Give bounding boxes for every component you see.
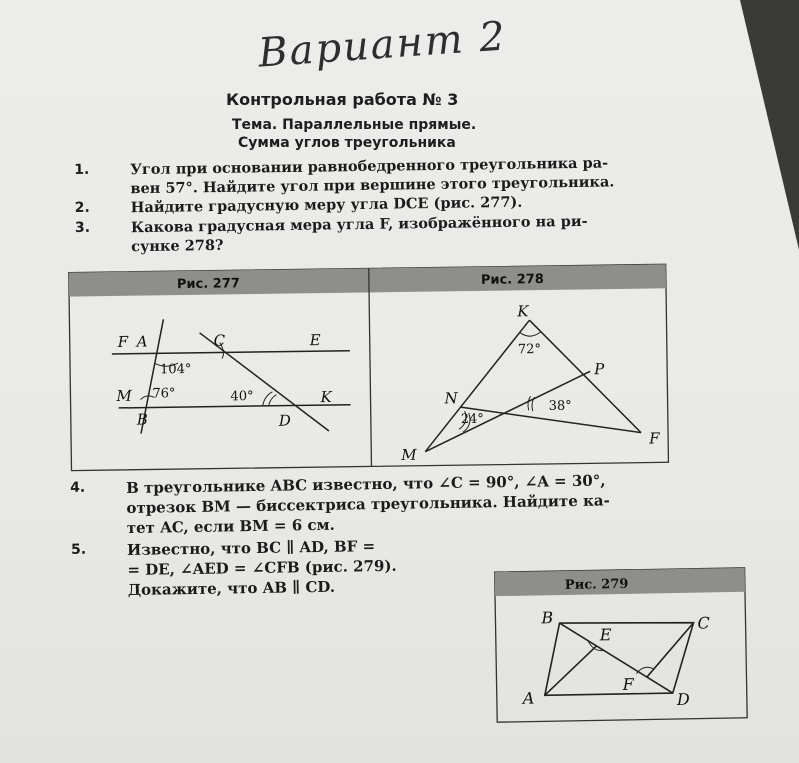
problem-1-line-2: вен 57°. Найдите угол при вершине этого треугольника. (130, 173, 615, 198)
problem-4-line-2: отрезок BM — биссектриса треугольника. Найдите ка- (126, 491, 610, 518)
problem-1-number: 1. (74, 161, 90, 178)
problem-5-line-3: Докажите, что AB ∥ CD. (127, 577, 336, 600)
fig277-label-A: A (136, 332, 148, 351)
fig279-segment-CF (646, 623, 695, 678)
problem-3-number: 3. (74, 219, 91, 236)
fig277-label-D: D (278, 411, 291, 430)
fig277-label-E: E (309, 331, 321, 350)
fig278-label-K: K (517, 302, 529, 321)
problem-2-line-1: Найдите градусную меру угла DCE (рис. 277). (130, 193, 523, 217)
fig277-angle-104: 104° (160, 361, 192, 378)
fig279-label-A: A (522, 688, 535, 708)
fig279-segment-AE (544, 646, 597, 695)
fig277-label-M: M (116, 386, 132, 405)
fig279-diagonal-BD (560, 621, 673, 695)
problem-4-number: 4. (69, 479, 86, 496)
problem-5-number: 5. (70, 541, 87, 558)
problem-4-line-1: В треугольнике ABC известно, что ∠C = 90°, ∠A = 30°, (125, 471, 606, 498)
fig278-label-M: M (401, 445, 417, 464)
fig277-label-F: F (117, 332, 129, 351)
fig277-label-B: B (136, 410, 148, 429)
handwritten-title: Вариант 2 (256, 13, 509, 77)
problem-1-line-1: Угол при основании равнобедренного треугольника ра- (130, 154, 609, 179)
fig278-title: Рис. 278 (480, 271, 544, 288)
problem-3-line-2: сунке 278? (131, 236, 224, 256)
fig277-angle-76: 76° (152, 386, 176, 402)
topic-line-1: Тема. Параллельные прямые. (232, 117, 477, 133)
fig279-label-C: C (697, 613, 710, 633)
fig279-label-F: F (622, 674, 634, 694)
fig278-label-F: F (648, 429, 660, 448)
page-title: Контрольная работа № 3 (226, 90, 459, 109)
problem-4-line-3: тет AC, если BM = 6 см. (126, 515, 335, 538)
problem-3-line-1: Какова градусная мера угла F, изображённого на ри- (130, 212, 588, 237)
fig277-label-K: K (320, 387, 332, 407)
problem-5-line-1: Известно, что BC ∥ AD, BF = (126, 537, 376, 560)
fig279-title: Рис. 279 (564, 576, 629, 593)
topic-line-2: Сумма углов треугольника (238, 135, 456, 151)
fig278-label-P: P (594, 360, 605, 379)
fig279-quadrilateral (544, 621, 695, 696)
fig277-title: Рис. 277 (176, 276, 240, 293)
fig278-label-N: N (444, 389, 458, 408)
fig279-label-D: D (676, 689, 690, 710)
fig278-angle-72: 72° (517, 342, 542, 358)
fig277-label-C: C (213, 331, 226, 350)
fig278-angle-38: 38° (548, 398, 572, 414)
problem-5-line-2: = DE, ∠AED = ∠CFB (рис. 279). (127, 556, 397, 580)
problem-2-number: 2. (74, 199, 90, 216)
fig279-label-E: E (599, 625, 612, 645)
fig279-label-B: B (541, 608, 554, 628)
fig278-angle-24: 24° (460, 411, 484, 428)
fig277-angle-40: 40° (230, 389, 254, 405)
